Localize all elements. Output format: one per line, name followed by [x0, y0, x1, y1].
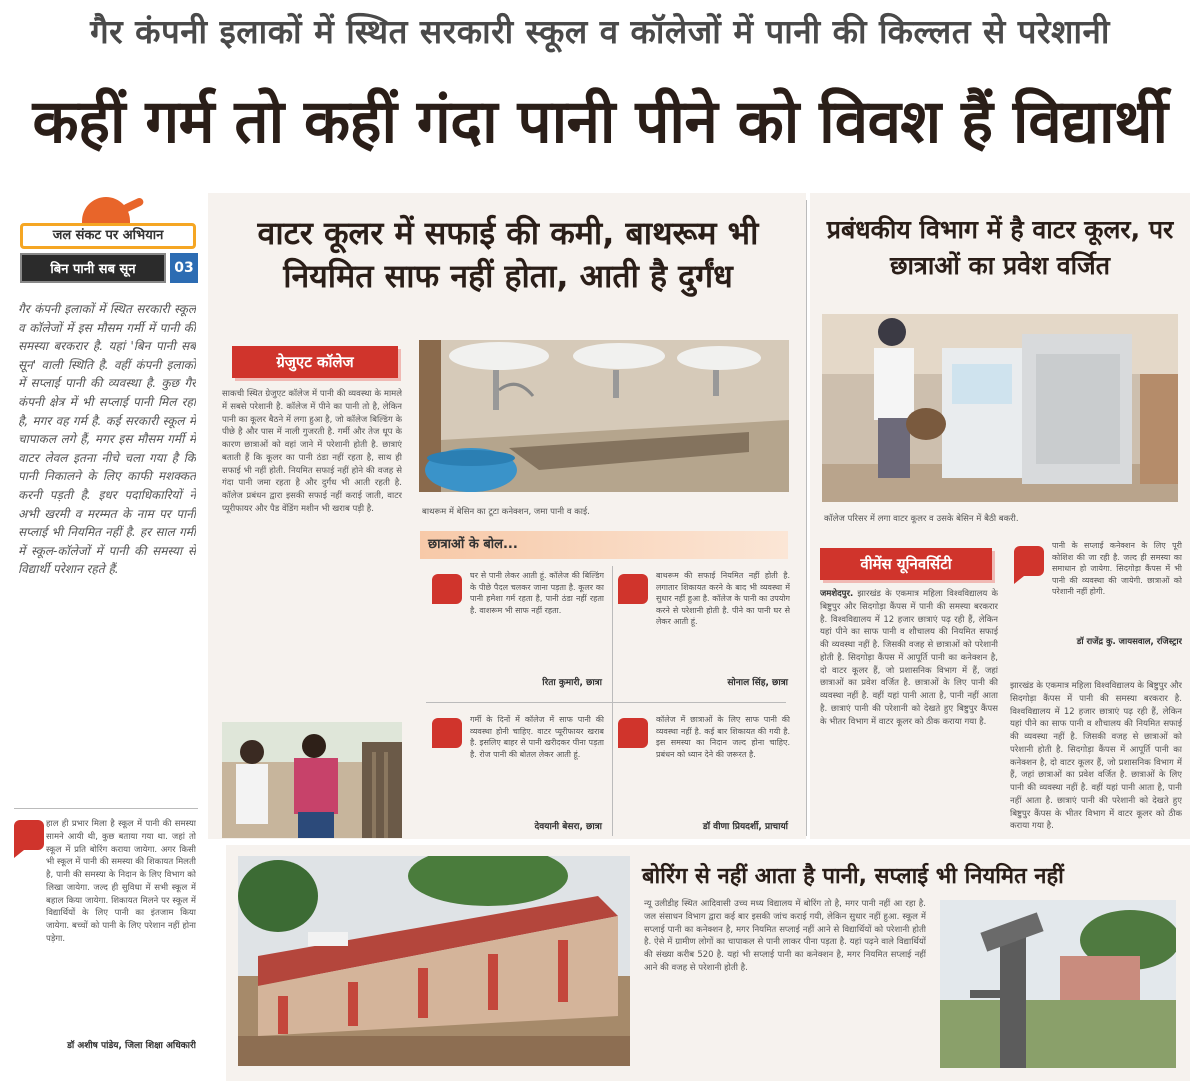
voice-name: रिता कुमारी, छात्रा — [542, 678, 602, 688]
student-voice-3 — [430, 710, 606, 836]
school-building-photo — [238, 856, 630, 1066]
right-body-text: झारखंड के एकमात्र महिला विश्वविद्यालय के बिष्टुपुर और सिदगोड़ा कैंपस में पानी की समस्या बरकरार है. विश्वविद्यालय में 12 हजार छात्राएं पढ़ रही हैं, लेकिन यहां पीने का साफ पानी व शौचालय की नियमित सफाई की व्यवस्था नहीं है. जिसकी वजह से छात्राओं को परेशानी होती है. सिदगोड़ा कैंपस में आपूर्ति पानी का कनेक्शन है, दो वाटर कूलर हैं, जो प्रशासनिक विभाग में हैं, जहां छात्राओं का प्रवेश वर्जित है. छात्राओं के लिए पानी की व्यवस्था नहीं है. वहीं यहां पानी आता है, पानी नहीं आता है. छात्राएं पानी की परेशानी को देखते हुए बिष्टुपुर कैंपस के भीतर विभाग में वाटर कूलर को ठीक कराया गया है. — [820, 589, 998, 727]
bottom-body: न्यू उलीडीह स्थित आदिवासी उच्च मध्य विद्यालय में बोरिंग तो है, मगर पानी नहीं आ रहा है. जल संसाधन विभाग द्वारा कई बार इसकी जांच कराई गयी, लेकिन सुधार नहीं हुआ. स्कूल में सप्लाई पानी का कनेक्शन है, मगर नियमित सप्लाई नहीं आने से विद्यार्थियों को परेशानी होती है. ऐसे में ग्रामीण लोगों का चापाकल से पानी लाकर पीना पड़ता है. यहां पढ़ने वाले विद्यार्थियों की संख्या करीब 520 है. यहां भी सप्लाई पानी का कनेक्शन है, मगर नियमित सप्लाई नहीं आने की वजह से परेशानी होती है. — [644, 899, 926, 973]
sun-ray-icon — [121, 197, 144, 214]
left-divider — [14, 808, 198, 809]
right-body-continued — [1010, 680, 1182, 834]
campaign-tag-series: बिन पानी सब सून — [20, 253, 166, 283]
voices-divider-horizontal — [426, 702, 786, 703]
voice-text: कॉलेज में छात्राओं के लिए साफ पानी की व्यवस्था नहीं है. कई बार शिकायत की गयी है. इस समस्या का निदान जल्द होना चाहिए. प्रबंधन को ध्यान देने की जरूरत है. — [656, 715, 790, 759]
center-heading: वाटर कूलर में सफाई की कमी, बाथरूम भी नियमित साफ नहीं होता, आती है दुर्गंध — [257, 214, 759, 296]
center-body: साकची स्थित ग्रेजुएट कॉलेज में पानी की व्यवस्था के मामले में सबसे परेशानी है. कॉलेज में पीने का पानी तो है, लेकिन पानी का कूलर बैठने में लगा हुआ है, जो कॉलेज बिल्डिंग के पीछे है और पास में नाली गुजरती है. गर्मी और तेज धूप के कारण छात्राओं को वहां जाने में परेशानी होती है. छात्राएं बताती हैं कि कूलर का पानी ठंडा नहीं रहता है, साथ ही सफाई भी नहीं होती. नियमित सफाई नहीं होने की वजह से गंदा पानी जमा रहता है और दुर्गंध भी आती रहती है. कॉलेज प्रबंधन द्वारा इसकी सफाई नहीं कराई जाती, वाटर प्यूरीफायर और पैड वेंडिंग मशीन भी खराब पड़ी है. — [222, 389, 402, 514]
left-official-quote — [46, 818, 196, 1058]
quote-icon — [1014, 546, 1044, 576]
voice-text: बाथरूम की सफाई नियमित नहीं होती है. लगातार शिकायत करने के बाद भी व्यवस्था में सुधार नहीं हुआ है. कॉलेज के पानी का उपयोग करने से परेशानी होती है. पीने का पानी घर से लेकर आती हूं. — [656, 571, 790, 627]
bathroom-photo — [419, 340, 789, 492]
students-illustration — [222, 722, 402, 838]
bathroom-illustration — [419, 340, 789, 492]
kicker-headline: गैर कंपनी इलाकों में स्थित सरकारी स्कूल व कॉलेजों में पानी की किल्लत से परेशानी — [90, 12, 1110, 51]
campaign-number: 03 — [170, 253, 198, 283]
section-divider — [806, 200, 807, 836]
center-label-graduate-college: ग्रेजुएट कॉलेज — [232, 346, 398, 378]
right-body — [820, 588, 998, 834]
left-quote-text: हाल ही प्रभार मिला है स्कूल में पानी की समस्या सामने आयी थी, कुछ बताया गया था. जहां तो स्कूल में प्रति बोरिंग कराया जायेगा. अगर किसी भी स्कूल में पानी की समस्या की शिकायत मिलती है, पानी की समस्या के निदान के लिए विभाग को लिखा जायेगा. जल्द ही सुविधा में सभी स्कूल में बहाल किया जायेगा. शिकायत मिलने पर स्कूल में विद्यार्थियों के लिए पानी का इंतजाम किया जायेगा. बच्चों को पानी के लिए परेशान नहीं होना पड़ेगा. — [46, 819, 196, 944]
bottom-heading: बोरिंग से नहीं आता है पानी, सप्लाई भी नियमित नहीं — [642, 864, 1064, 889]
students-at-cooler-photo — [222, 722, 402, 838]
voice-name: डॉ वीणा प्रियदर्शी, प्राचार्या — [702, 822, 788, 832]
hand-pump-illustration — [940, 900, 1176, 1068]
water-cooler-illustration — [822, 314, 1178, 502]
student-voices-heading: छात्राओं के बोल... — [420, 531, 788, 559]
school-building-illustration — [238, 856, 630, 1066]
right-dateline: जमशेदपुर. — [820, 589, 854, 599]
right-official-quote — [1052, 540, 1182, 666]
voice-text: घर से पानी लेकर आती हूं. कॉलेज की बिल्डिंग के पीछे पैदल चलकर जाना पड़ता है. कूलर का पानी हमेशा गर्म रहता है, पानी ठंडा नहीं रहता है. वाशरूम भी साफ नहीं रहता. — [470, 571, 604, 615]
quote-icon — [432, 574, 462, 604]
voices-divider-vertical — [612, 566, 613, 836]
quote-icon — [618, 718, 648, 748]
student-voice-4 — [616, 710, 792, 836]
left-column-body: गैर कंपनी इलाकों में स्थित सरकारी स्कूल व कॉलेजों में इस मौसम गर्मी में पानी की समस्या बरकरार है. यहां 'बिन पानी सब सून' वाली स्थिति है. वहीं कंपनी इलाकों में सप्लाई पानी की व्यवस्था है. कुछ गैर कंपनी क्षेत्र में भी सप्लाई पानी मिल रहा है, मगर वह गर्म है. कई सरकारी स्कूल में चापाकल लगे हैं, मगर इस मौसम गर्मी में वाटर लेवल इतना नीचे चला गया है कि पानी निकालने के लिए काफी मशक्कत करनी पड़ती है. इधर पदाधिकारियों ने अभी खरमी व मरम्मत के नाम पर पानी सप्लाई भी नियमित नहीं है. हर साल गर्मी में स्कूल-कॉलेजों में पानी की समस्या से विद्यार्थी परेशान रहते हैं. — [18, 302, 196, 577]
right-heading: प्रबंधकीय विभाग में है वाटर कूलर, पर छात्राओं का प्रवेश वर्जित — [826, 215, 1174, 281]
hand-pump-photo — [940, 900, 1176, 1068]
left-quote-signature: डॉ अशीष पांडेय, जिला शिक्षा अधिकारी — [67, 1041, 196, 1051]
water-cooler-caption: कॉलेज परिसर में लगा वाटर कूलर व उसके बेसिन में बैठी बकरी. — [824, 514, 1019, 524]
quote-icon — [14, 820, 44, 850]
voice-name: सोनाल सिंह, छात्रा — [727, 678, 788, 688]
student-voice-2 — [616, 566, 792, 692]
voice-text: गर्मी के दिनों में कॉलेज में साफ पानी की व्यवस्था होनी चाहिए. वाटर प्यूरीफायर खराब है. इसलिए बाहर से पानी खरीदकर पीना पड़ता है. रोज पानी की बोतल लेकर आती हूं. — [470, 715, 604, 759]
quote-icon — [618, 574, 648, 604]
student-voice-1 — [430, 566, 606, 692]
water-cooler-photo — [822, 314, 1178, 502]
campaign-badge — [12, 197, 194, 289]
right-label-womens-university: वीमेंस यूनिवर्सिटी — [820, 548, 992, 580]
right-quote-text: पानी के सप्लाई कनेक्शन के लिए पूरी कोशिश की जा रही है. जल्द ही समस्या का समाधान हो जायेगा. सिदगोड़ा कैंपस में भी पानी की व्यवस्था की जायेगी. छात्राओं को परेशानी नहीं होगी. — [1052, 541, 1182, 597]
bathroom-photo-caption: बाथरूम में बेसिन का टूटा कनेक्शन, जमा पानी व काई. — [422, 507, 590, 517]
right-body-continued-text: झारखंड के एकमात्र महिला विश्वविद्यालय के बिष्टुपुर और सिदगोड़ा कैंपस में पानी की समस्या बरकरार है. विश्वविद्यालय में 12 हजार छात्राएं पढ़ रही हैं, लेकिन यहां पीने का साफ पानी व शौचालय की नियमित सफाई की व्यवस्था नहीं है. जिसकी वजह से छात्राओं को परेशानी होती है. सिदगोड़ा कैंपस में आपूर्ति पानी का कनेक्शन है, दो वाटर कूलर हैं, जो प्रशासनिक विभाग में हैं, जहां छात्राओं का प्रवेश वर्जित है. छात्राओं के लिए पानी की व्यवस्था नहीं है. वहीं यहां पानी आता है, पानी नहीं आता है. छात्राएं पानी की परेशानी को देखते हुए बिष्टुपुर कैंपस के भीतर विभाग में वाटर कूलर को ठीक कराया गया है. — [1010, 681, 1182, 832]
main-headline: कहीं गर्म तो कहीं गंदा पानी पीने को विवश हैं विद्यार्थी — [32, 87, 1168, 157]
right-quote-signature: डॉ राजेंद्र कु. जायसवाल, रजिस्ट्रार — [1076, 637, 1182, 647]
campaign-tag-top: जल संकट पर अभियान — [20, 223, 196, 249]
voice-name: देवयानी बेसरा, छात्रा — [534, 822, 602, 832]
quote-icon — [432, 718, 462, 748]
